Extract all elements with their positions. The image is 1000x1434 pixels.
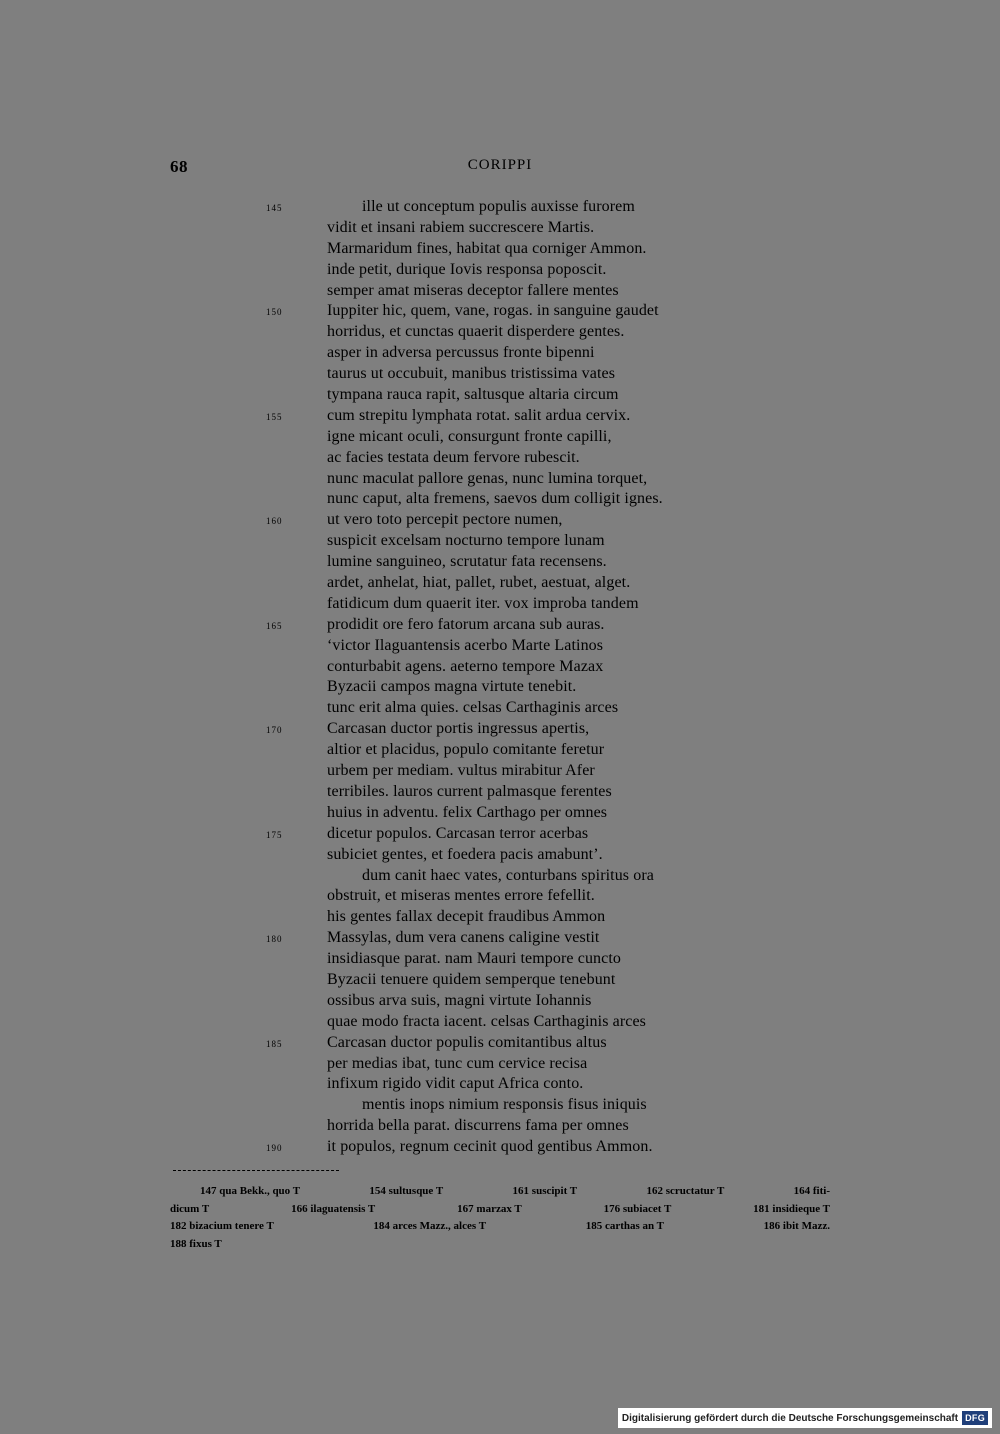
page-number: 68 [170,157,188,176]
verse-line [0,782,1000,803]
verse-text: horridus, et cunctas quaerit disperdere gentes. [327,323,625,341]
verse-line [0,218,1000,239]
verse-line [0,239,1000,260]
verse-text: ‘victor Ilaguantensis acerbo Marte Latinos [327,636,604,654]
verse-text: tunc erit alma quies. celsas Carthaginis arces [327,699,619,717]
verse-text: dicetur populos. Carcasan terror acerbas [327,824,589,842]
verse-text: ac facies testata deum fervore rubescit. [327,448,580,466]
verse-line [0,1137,1000,1158]
verse-line [0,970,1000,991]
apparatus-entry: 184 arces Mazz., alces T [373,1220,487,1232]
verse-text: nunc maculat pallore genas, nunc lumina torquet, [327,469,648,487]
apparatus-entry: 161 suscipit T [512,1185,578,1197]
apparatus-line-4 [170,1236,830,1254]
verse-number: 160 [266,516,283,527]
apparatus-line-3 [170,1218,830,1236]
verse-text: prodidit ore fero fatorum arcana sub auras. [327,615,605,633]
verse-line [0,301,1000,322]
verse-text: insidiasque parat. nam Mauri tempore cuncto [327,950,621,968]
verse-line [0,573,1000,594]
verse-line [0,677,1000,698]
verse-text: his gentes fallax decepit fraudibus Ammon [327,908,606,926]
verse-line [0,427,1000,448]
verse-text: Marmaridum fines, habitat qua corniger Ammon. [327,239,647,257]
verse-line [0,364,1000,385]
verse-text: obstruit, et miseras mentes errore fefellit. [327,887,595,905]
verse-text: altior et placidus, populo comitante feretur [327,741,605,759]
credit-text: Digitalisierung gefördert durch die Deutsche Forschungsgemeinschaft [621,1412,959,1424]
verse-text: ossibus arva suis, magni virtute Iohannis [327,991,592,1009]
apparatus-entry: 185 carthas an T [585,1220,665,1232]
verse-line [0,594,1000,615]
verse-number: 170 [266,725,283,736]
verse-text: subiciet gentes, et foedera pacis amabunt’. [327,845,603,863]
verse-number: 155 [266,411,283,422]
verse-line [0,845,1000,866]
apparatus-entry: 167 marzax T [457,1202,522,1215]
verse-text: per medias ibat, tunc cum cervice recisa [327,1054,588,1072]
poem-body [0,197,1000,1158]
verse-number: 145 [266,203,283,213]
verse-text: Massylas, dum vera canens caligine vestit [327,929,600,947]
apparatus-entry: 186 ibit Mazz. [763,1220,830,1232]
dfg-logo-icon: DFG [962,1411,988,1425]
verse-text: Carcasan ductor populis comitantibus altus [327,1033,607,1051]
verse-line [0,552,1000,573]
verse-text: suspicit excelsam nocturno tempore lunam [327,532,605,550]
apparatus-entry: 176 subiacet T [603,1202,672,1215]
verse-text: cum strepitu lymphata rotat. salit ardua cervix. [327,406,631,424]
verse-text: vidit et insani rabiem succrescere Martis. [327,218,595,236]
apparatus-entry: 166 ilaguatensis T [291,1202,376,1215]
verse-line [0,260,1000,281]
verse-text: infixum rigido vidit caput Africa conto. [327,1075,584,1093]
verse-text: Byzacii campos magna virtute tenebit. [327,678,577,696]
verse-number: 185 [266,1038,283,1049]
verse-text: dum canit haec vates, conturbans spiritus ora [362,866,654,884]
verse-text: huius in adventu. felix Carthago per omnes [327,803,608,821]
verse-line [0,1054,1000,1075]
verse-number: 180 [266,934,283,945]
verse-line [0,1116,1000,1137]
verse-text: Byzacii tenuere quidem semperque tenebunt [327,970,616,988]
apparatus-entry: 182 bizacium tenere T [170,1220,274,1232]
verse-text: ille ut conceptum populis auxisse furorem [362,198,635,215]
apparatus-entry: 164 fiti- [793,1185,830,1197]
verse-line [0,448,1000,469]
verse-line [0,281,1000,302]
verse-line [0,1033,1000,1054]
verse-line [0,1095,1000,1116]
verse-line [0,740,1000,761]
verse-text: ardet, anhelat, hiat, pallet, rubet, aestuat, alget. [327,574,631,592]
verse-text: semper amat miseras deceptor fallere mentes [327,281,619,299]
verse-text: nunc caput, alta fremens, saevos dum colligit ignes. [327,490,663,508]
critical-apparatus [170,1183,830,1253]
verse-text: mentis inops nimium responsis fisus iniquis [362,1096,647,1114]
verse-text: horrida bella parat. discurrens fama per omnes [327,1117,629,1135]
verse-text: tympana rauca rapit, saltusque altaria circum [327,386,619,404]
apparatus-entry: 147 qua Bekk., quo T [200,1185,301,1197]
digitization-credit[interactable] [618,1408,992,1428]
verse-line [0,406,1000,427]
verse-line [0,385,1000,406]
verse-line [0,928,1000,949]
verse-line [0,886,1000,907]
verse-line [0,991,1000,1012]
verse-number: 165 [266,620,283,631]
verse-line [0,510,1000,531]
verse-line [0,1012,1000,1033]
verse-text: fatidicum dum quaerit iter. vox improba tandem [327,594,639,612]
verse-text: taurus ut occubuit, manibus tristissima vates [327,365,616,383]
verse-line [0,803,1000,824]
apparatus-entry: 154 sultusque T [369,1185,444,1197]
verse-number: 150 [266,307,283,318]
apparatus-entry: 181 insidieque T [753,1202,830,1215]
verse-line [0,907,1000,928]
verse-text: conturbabit agens. aeterno tempore Mazax [327,657,604,675]
verse-number: 175 [266,829,283,840]
verse-line [0,531,1000,552]
verse-text: Iuppiter hic, quem, vane, rogas. in sanguine gaudet [327,302,659,320]
verse-line [0,824,1000,845]
verse-text: it populos, regnum cecinit quod gentibus Ammon. [327,1138,653,1156]
running-head: CORIPPI [467,157,533,173]
verse-line [0,615,1000,636]
verse-text: terribiles. lauros current palmasque ferentes [327,782,612,800]
verse-text: inde petit, durique Iovis responsa poposcit. [327,260,607,278]
apparatus-entry: 188 fixus T [170,1237,222,1250]
verse-line [0,322,1000,343]
footnote-rule [173,1170,339,1171]
verse-line [0,761,1000,782]
apparatus-line-1 [170,1183,830,1201]
verse-text: quae modo fracta iacent. celsas Carthaginis arces [327,1012,646,1030]
verse-text: asper in adversa percussus fronte bipenni [327,344,595,362]
verse-number: 190 [266,1143,283,1154]
verse-text: urbem per mediam. vultus mirabitur Afer [327,762,595,780]
verse-text: Carcasan ductor portis ingressus apertis, [327,720,590,738]
verse-line [0,1074,1000,1095]
verse-line [0,343,1000,364]
verse-line [0,866,1000,887]
verse-line [0,949,1000,970]
verse-line [0,698,1000,719]
verse-line [0,489,1000,510]
verse-line [0,719,1000,740]
apparatus-line-2 [170,1201,830,1219]
verse-text: lumine sanguineo, scrutatur fata recensens. [327,553,607,571]
verse-line [0,469,1000,490]
verse-text: igne micant oculi, consurgunt fronte capilli, [327,427,612,445]
verse-line [0,636,1000,657]
apparatus-entry: 162 scructatur T [646,1185,725,1197]
verse-line [0,657,1000,678]
apparatus-entry: dicum T [170,1202,210,1215]
verse-line [0,197,1000,218]
verse-text: ut vero toto percepit pectore numen, [327,511,563,529]
